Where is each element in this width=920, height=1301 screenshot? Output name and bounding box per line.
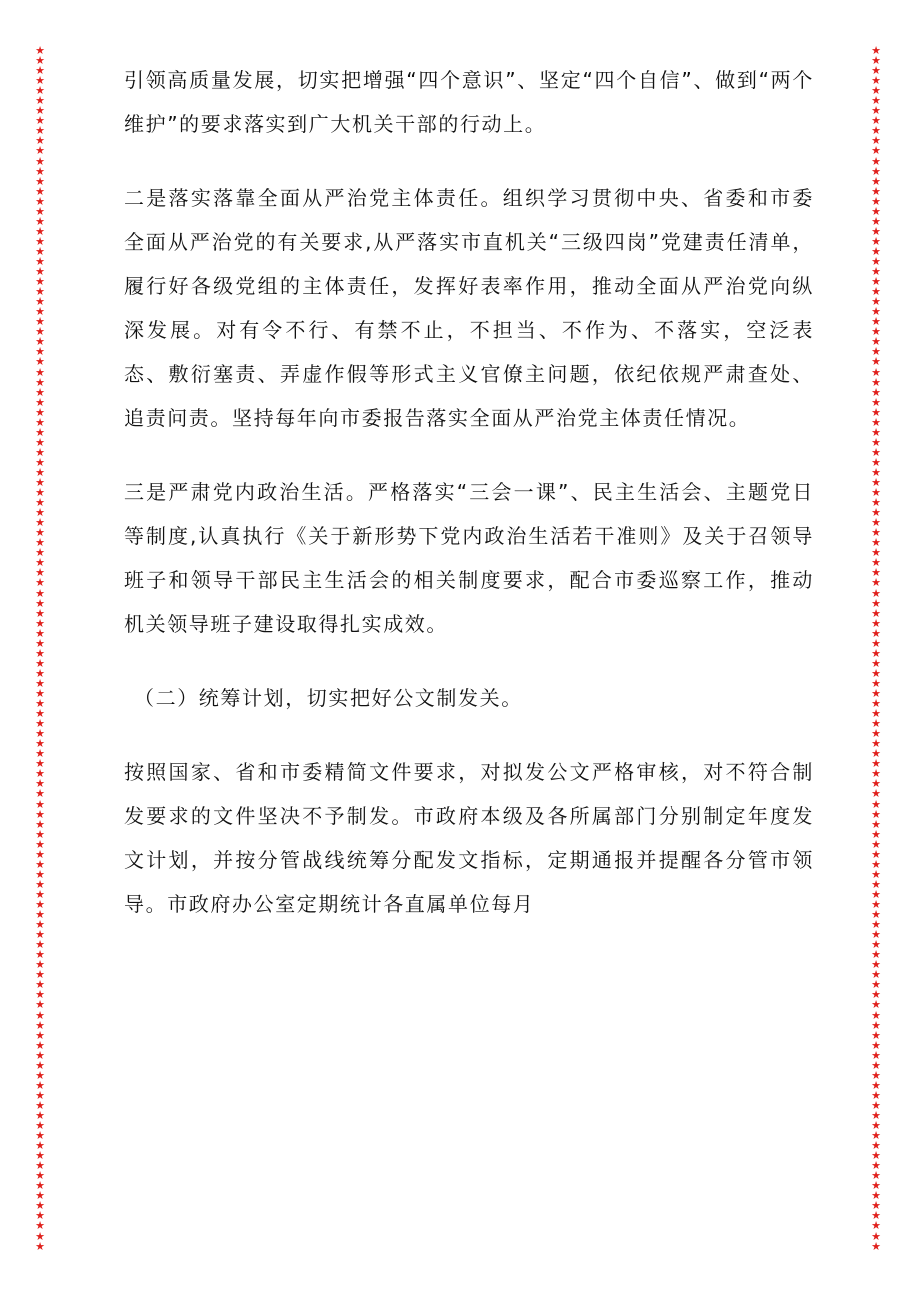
paragraph-intro-continuation: 引领高质量发展，切实把增强“四个意识”、坚定“四个自信”、做到“两个维护”的要求落实到广大机关干部的行动上。 <box>124 68 814 136</box>
paragraph-party-responsibility: 二是落实落靠全面从严治党主体责任。组织学习贯彻中央、省委和市委全面从严治党的有关要求,从严落实市直机关“三级四岗”党建责任清单，履行好各级党组的主体责任，发挥好表率作用，推动全面从严治党向纵深发展。对有令不行、有禁不止，不担当、不作为、不落实，空泛表态、敷衍塞责、弄虚作假等形式主义官僚主问题，依纪依规严肃查处、追责问责。坚持每年向市委报告落实全面从严治党主体责任情况。 <box>124 186 814 430</box>
paragraph-document-plan: 按照国家、省和市委精简文件要求，对拟发公文严格审核，对不符合制发要求的文件坚决不予制发。市政府本级及各所属部门分别制定年度发文计划，并按分管战线统筹分配发文指标，定期通报并提醒各分管市领导。市政府办公室定期统计各直属单位每月 <box>124 760 814 916</box>
left-star-border: ★ ★ ★ ★ ★ ★ ★ ★ ★ ★ ★ ★ ★ ★ ★ ★ ★ ★ ★ ★ ★ ★ ★ ★ ★ ★ ★ ★ ★ ★ ★ ★ ★ ★ ★ ★ ★ ★ ★ ★ ★ ★ ★ ★ ★ ★ ★ ★ ★ ★ ★ ★ ★ ★ ★ ★ ★ ★ ★ ★ ★ ★ ★ ★ ★ ★ ★ ★ ★ ★ ★ ★ ★ ★ ★ ★ ★ ★ ★ ★ ★ ★ ★ ★ ★ ★ ★ ★ ★ ★ ★ ★ ★ ★ ★ ★ ★ ★ ★ ★ ★ ★ ★ ★ ★ ★ ★ ★ ★ ★ ★ ★ ★ ★ ★ ★ ★ ★ ★ ★ <box>35 46 45 1252</box>
document-body <box>124 58 814 926</box>
section-heading-document-control: （二）统筹计划，切实把好公文制发关。 <box>134 686 523 710</box>
paragraph-political-life: 三是严肃党内政治生活。严格落实“三会一课”、民主生活会、主题党日等制度,认真执行《关于新形势下党内政治生活若干准则》及关于召领导班子和领导干部民主生活会的相关制度要求，配合市委巡察工作，推动机关领导班子建设取得扎实成效。 <box>124 480 815 636</box>
right-star-border: ★ ★ ★ ★ ★ ★ ★ ★ ★ ★ ★ ★ ★ ★ ★ ★ ★ ★ ★ ★ ★ ★ ★ ★ ★ ★ ★ ★ ★ ★ ★ ★ ★ ★ ★ ★ ★ ★ ★ ★ ★ ★ ★ ★ ★ ★ ★ ★ ★ ★ ★ ★ ★ ★ ★ ★ ★ ★ ★ ★ ★ ★ ★ ★ ★ ★ ★ ★ ★ ★ ★ ★ ★ ★ ★ ★ ★ ★ ★ ★ ★ ★ ★ ★ ★ ★ ★ ★ ★ ★ ★ ★ ★ ★ ★ ★ ★ ★ ★ ★ ★ ★ ★ ★ ★ ★ ★ ★ ★ ★ ★ ★ ★ ★ ★ ★ ★ ★ ★ ★ <box>871 46 881 1252</box>
